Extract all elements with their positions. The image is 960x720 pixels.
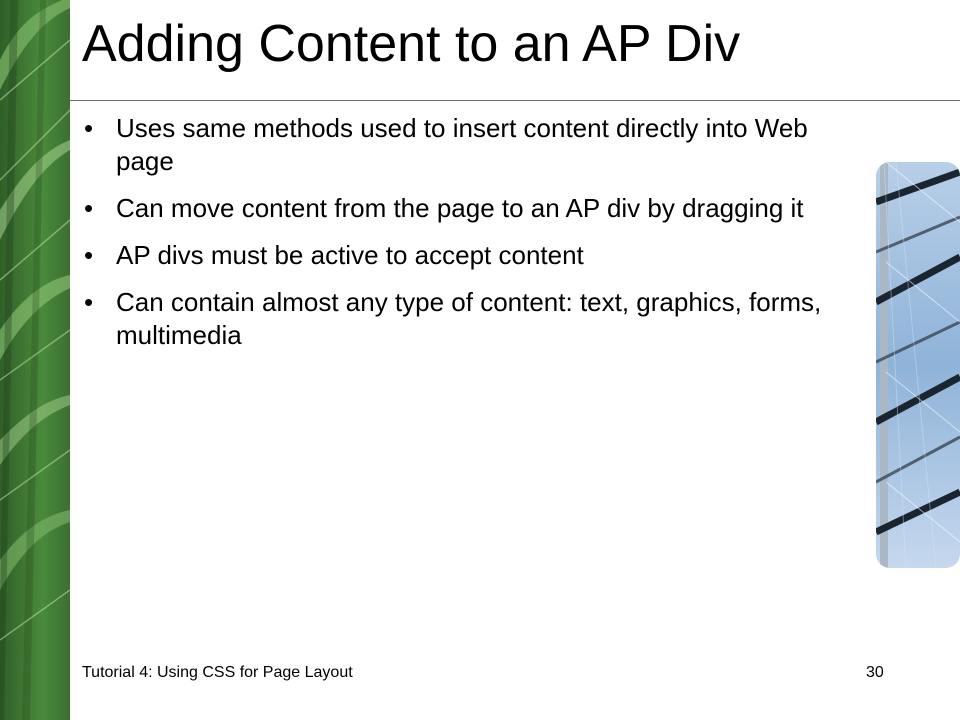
page-number: 30 [866, 664, 884, 681]
list-item [82, 286, 862, 352]
bullet-dot-icon: • [84, 287, 94, 317]
decorative-photo [876, 162, 960, 568]
bullet-text: Can contain almost any type of content: text, graphics, forms, multimedia [116, 287, 822, 350]
bullet-dot-icon: • [84, 193, 94, 223]
bullet-text: AP divs must be active to accept content [116, 240, 584, 270]
bullet-text: Uses same methods used to insert content directly into Web page [116, 113, 808, 176]
bullet-dot-icon: • [84, 113, 94, 143]
bullet-list [82, 112, 862, 366]
title-divider [70, 100, 960, 101]
bullet-text: Can move content from the page to an AP div by dragging it [116, 193, 804, 223]
list-item [82, 112, 862, 178]
slide-title: Adding Content to an AP Div [82, 15, 741, 73]
left-decorative-band [0, 0, 70, 720]
list-item [82, 239, 862, 272]
list-item [82, 192, 862, 225]
bullet-dot-icon: • [84, 240, 94, 270]
footer-text: Tutorial 4: Using CSS for Page Layout [82, 664, 353, 681]
